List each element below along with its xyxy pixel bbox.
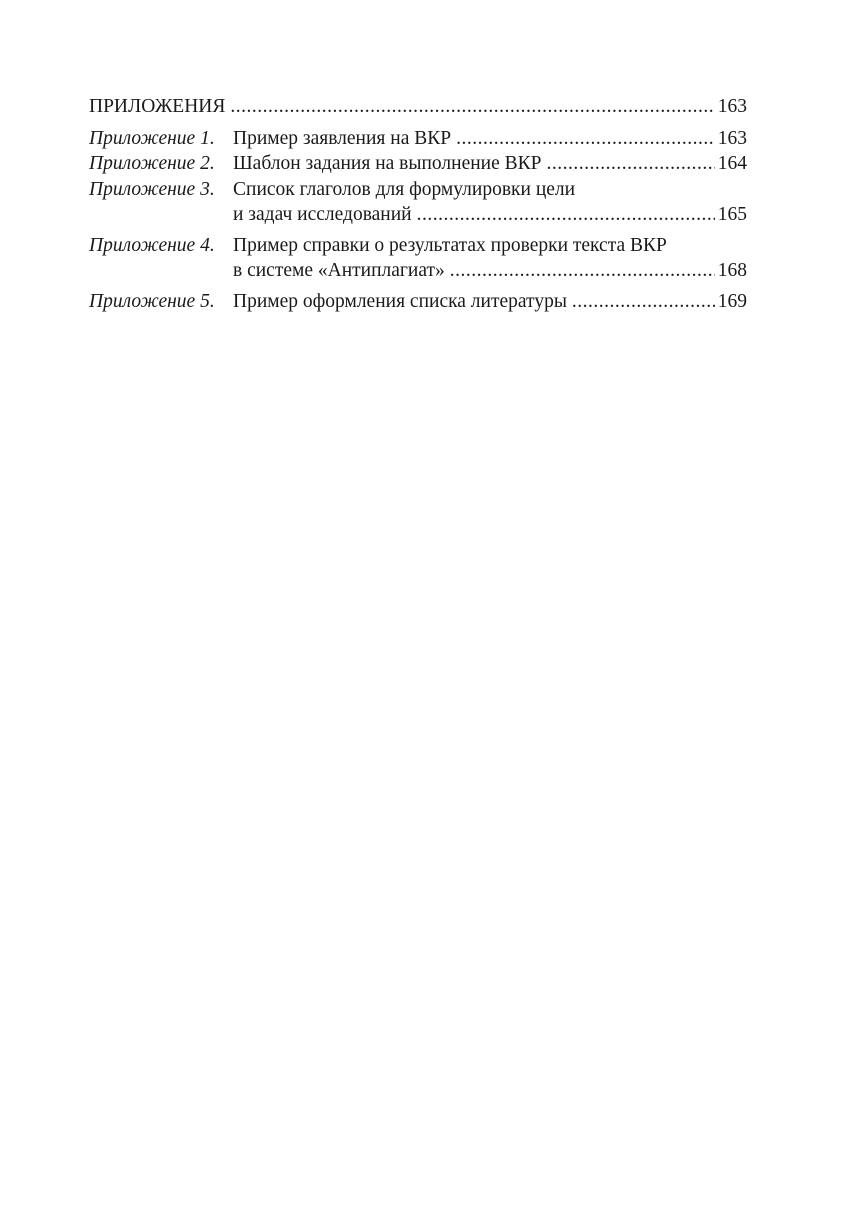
section-title: ПРИЛОЖЕНИЯ xyxy=(89,96,226,117)
dot-leader xyxy=(450,258,715,284)
page-number: 169 xyxy=(717,290,747,312)
toc-entry-appendix-4 xyxy=(89,233,747,284)
appendix-label: Приложение 5. xyxy=(89,290,215,312)
toc-entry-appendix-2 xyxy=(89,151,747,177)
appendix-label: Приложение 3. xyxy=(89,178,215,200)
dot-leader xyxy=(572,289,715,315)
dot-leader xyxy=(547,151,715,177)
entry-title-line-1: Список глаголов для формулировки цели xyxy=(233,178,576,200)
appendix-label: Приложение 2. xyxy=(89,153,215,174)
dot-leader xyxy=(417,202,715,228)
entry-title-line-2: в системе «Антиплагиат» xyxy=(233,260,445,281)
toc-entry-appendix-5 xyxy=(89,289,747,315)
entry-title: Пример заявления на ВКР xyxy=(233,127,452,149)
page-number: 168 xyxy=(717,260,747,281)
entry-title: Шаблон задания на выполнение ВКР xyxy=(233,153,542,174)
entry-title-line-2: и задач исследований xyxy=(233,204,412,225)
page-number: 163 xyxy=(717,96,747,117)
appendix-label: Приложение 1. xyxy=(89,127,215,149)
toc-entry-appendix-1 xyxy=(89,126,747,152)
entry-title-line-1: Пример справки о результатах проверки текста ВКР xyxy=(233,234,667,256)
toc-section-appendices xyxy=(89,94,747,120)
dot-leader xyxy=(230,94,714,120)
page-number: 165 xyxy=(717,204,747,225)
page-number: 164 xyxy=(717,153,747,174)
table-of-contents xyxy=(89,94,747,314)
appendix-label: Приложение 4. xyxy=(89,234,215,256)
toc-entry-appendix-3 xyxy=(89,177,747,228)
page-number: 163 xyxy=(717,127,747,149)
dot-leader xyxy=(456,126,715,152)
entry-title: Пример оформления списка литературы xyxy=(233,290,567,312)
